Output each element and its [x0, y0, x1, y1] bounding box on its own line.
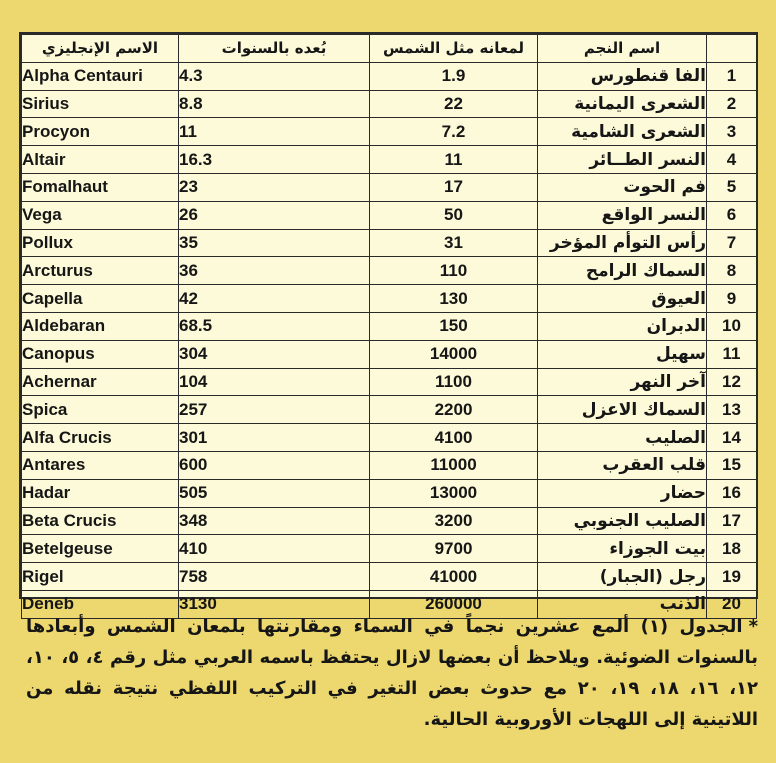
cell-distance: 35 [179, 229, 370, 257]
cell-index: 12 [707, 368, 757, 396]
table-row [22, 118, 757, 146]
table-row [22, 479, 757, 507]
cell-distance: 42 [179, 285, 370, 313]
cell-distance: 410 [179, 535, 370, 563]
table-row [22, 257, 757, 285]
header-arabic-name: اسم النجم [538, 35, 707, 63]
table-caption [26, 611, 758, 735]
cell-index: 2 [707, 90, 757, 118]
cell-arabic-name: سهيل [538, 340, 707, 368]
cell-arabic-name: النسر الطــائر [538, 146, 707, 174]
cell-distance: 23 [179, 173, 370, 201]
table-row [22, 62, 757, 90]
cell-english-name: Procyon [22, 118, 179, 146]
cell-english-name: Canopus [22, 340, 179, 368]
cell-english-name: Altair [22, 146, 179, 174]
cell-luminosity: 130 [370, 285, 538, 313]
table-row [22, 451, 757, 479]
cell-arabic-name: الذنب [538, 590, 707, 618]
cell-arabic-name: الدبران [538, 312, 707, 340]
cell-arabic-name: السماك الاعزل [538, 396, 707, 424]
header-index [707, 35, 757, 63]
cell-arabic-name: بيت الجوزاء [538, 535, 707, 563]
cell-distance: 16.3 [179, 146, 370, 174]
cell-distance: 26 [179, 201, 370, 229]
cell-arabic-name: الشعرى اليمانية [538, 90, 707, 118]
table-row [22, 368, 757, 396]
cell-index: 11 [707, 340, 757, 368]
cell-english-name: Antares [22, 451, 179, 479]
cell-english-name: Alpha Centauri [22, 62, 179, 90]
table-row [22, 201, 757, 229]
cell-arabic-name: الشعرى الشامية [538, 118, 707, 146]
cell-arabic-name: آخر النهر [538, 368, 707, 396]
cell-luminosity: 150 [370, 312, 538, 340]
cell-arabic-name: الصليب [538, 424, 707, 452]
cell-distance: 36 [179, 257, 370, 285]
cell-arabic-name: النسر الواقع [538, 201, 707, 229]
cell-luminosity: 11 [370, 146, 538, 174]
cell-index: 19 [707, 563, 757, 591]
table-row [22, 173, 757, 201]
cell-distance: 11 [179, 118, 370, 146]
table-row [22, 340, 757, 368]
cell-english-name: Rigel [22, 563, 179, 591]
cell-luminosity: 41000 [370, 563, 538, 591]
cell-english-name: Deneb [22, 590, 179, 618]
cell-english-name: Alfa Crucis [22, 424, 179, 452]
table-row [22, 312, 757, 340]
cell-index: 3 [707, 118, 757, 146]
cell-luminosity: 1100 [370, 368, 538, 396]
table-body [22, 62, 757, 618]
cell-english-name: Fomalhaut [22, 173, 179, 201]
cell-arabic-name: فم الحوت [538, 173, 707, 201]
header-row [22, 35, 757, 63]
cell-index: 4 [707, 146, 757, 174]
cell-english-name: Hadar [22, 479, 179, 507]
cell-distance: 4.3 [179, 62, 370, 90]
header-english-name: الاسم الإنجليزي [22, 35, 179, 63]
cell-english-name: Beta Crucis [22, 507, 179, 535]
cell-arabic-name: قلب العقرب [538, 451, 707, 479]
cell-arabic-name: العيوق [538, 285, 707, 313]
cell-english-name: Arcturus [22, 257, 179, 285]
cell-index: 16 [707, 479, 757, 507]
cell-distance: 8.8 [179, 90, 370, 118]
cell-english-name: Spica [22, 396, 179, 424]
cell-english-name: Pollux [22, 229, 179, 257]
cell-index: 5 [707, 173, 757, 201]
table-row [22, 424, 757, 452]
cell-luminosity: 13000 [370, 479, 538, 507]
cell-distance: 104 [179, 368, 370, 396]
cell-index: 13 [707, 396, 757, 424]
cell-distance: 257 [179, 396, 370, 424]
cell-distance: 304 [179, 340, 370, 368]
cell-distance: 68.5 [179, 312, 370, 340]
table-row [22, 535, 757, 563]
cell-distance: 600 [179, 451, 370, 479]
table-row [22, 563, 757, 591]
cell-distance: 3130 [179, 590, 370, 618]
table-row [22, 229, 757, 257]
cell-index: 18 [707, 535, 757, 563]
cell-distance: 301 [179, 424, 370, 452]
table-row [22, 507, 757, 535]
cell-luminosity: 14000 [370, 340, 538, 368]
cell-index: 10 [707, 312, 757, 340]
cell-english-name: Vega [22, 201, 179, 229]
cell-luminosity: 22 [370, 90, 538, 118]
cell-luminosity: 7.2 [370, 118, 538, 146]
cell-luminosity: 1.9 [370, 62, 538, 90]
cell-luminosity: 11000 [370, 451, 538, 479]
cell-arabic-name: حضار [538, 479, 707, 507]
caption-marker: * [748, 616, 758, 637]
cell-luminosity: 260000 [370, 590, 538, 618]
cell-distance: 505 [179, 479, 370, 507]
cell-luminosity: 31 [370, 229, 538, 257]
cell-luminosity: 3200 [370, 507, 538, 535]
cell-index: 7 [707, 229, 757, 257]
cell-distance: 348 [179, 507, 370, 535]
cell-index: 9 [707, 285, 757, 313]
cell-luminosity: 2200 [370, 396, 538, 424]
cell-english-name: Capella [22, 285, 179, 313]
cell-english-name: Aldebaran [22, 312, 179, 340]
table-row [22, 285, 757, 313]
cell-arabic-name: رأس التوأم المؤخر [538, 229, 707, 257]
cell-luminosity: 50 [370, 201, 538, 229]
caption-text: الجدول (١) ألمع عشرين نجماً في السماء ومقارنتها بلمعان الشمس وأبعادها بالسنوات الضوئية. ويلاحظ أن بعضها لازال يحتفظ باسمه العربي مثل رقم ٤، ٥، ١٠، ١٢، ١٦، ١٨، ١٩، ٢٠ مع حدوث بعض التغير في التركيب اللفظي نتيجة نقله من اللاتينية إلى اللهجات الأوروبية الحالية. [26, 616, 759, 730]
stars-table [21, 34, 757, 619]
cell-luminosity: 17 [370, 173, 538, 201]
header-distance: بُعده بالسنوات [179, 35, 370, 63]
cell-arabic-name: الصليب الجنوبي [538, 507, 707, 535]
cell-arabic-name: رجل (الجبار) [538, 563, 707, 591]
cell-luminosity: 110 [370, 257, 538, 285]
cell-index: 6 [707, 201, 757, 229]
header-luminosity: لمعانه مثل الشمس [370, 35, 538, 63]
cell-english-name: Betelgeuse [22, 535, 179, 563]
cell-english-name: Achernar [22, 368, 179, 396]
cell-index: 15 [707, 451, 757, 479]
cell-index: 17 [707, 507, 757, 535]
table-row [22, 90, 757, 118]
cell-arabic-name: السماك الرامح [538, 257, 707, 285]
cell-english-name: Sirius [22, 90, 179, 118]
table-row [22, 396, 757, 424]
cell-distance: 758 [179, 563, 370, 591]
cell-luminosity: 4100 [370, 424, 538, 452]
cell-index: 1 [707, 62, 757, 90]
cell-index: 14 [707, 424, 757, 452]
cell-luminosity: 9700 [370, 535, 538, 563]
cell-arabic-name: الفا قنطورس [538, 62, 707, 90]
table-row [22, 146, 757, 174]
cell-index: 8 [707, 257, 757, 285]
cell-index: 20 [707, 590, 757, 618]
